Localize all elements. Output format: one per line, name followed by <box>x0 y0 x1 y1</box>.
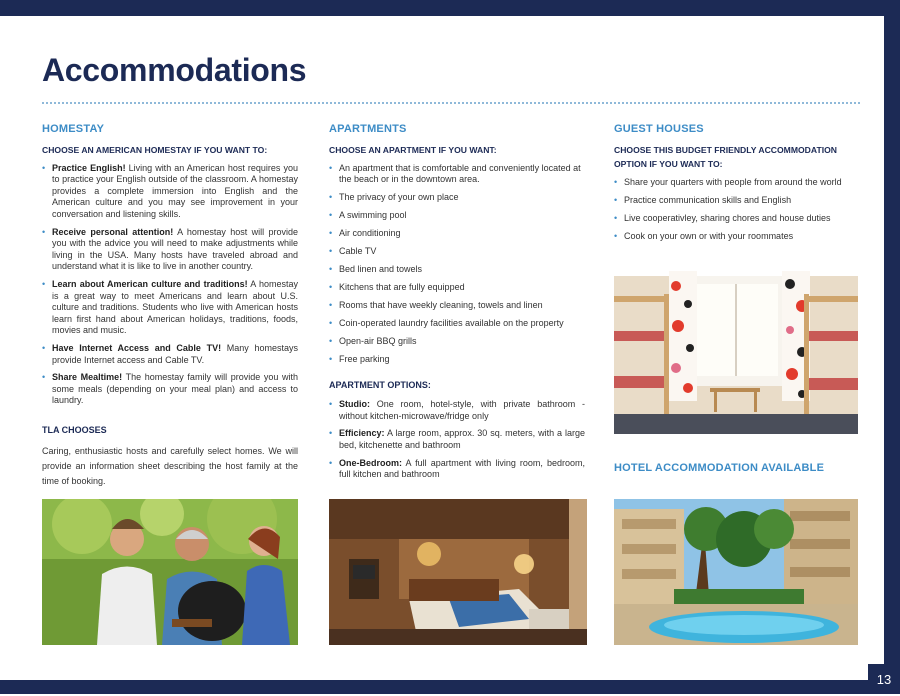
bullet-icon: • <box>42 226 46 237</box>
homestay-list <box>42 163 298 407</box>
list-item: • Rooms that have weekly cleaning, towels and linen <box>329 300 543 311</box>
bullet-icon: • <box>329 300 333 311</box>
list-item: • Free parking <box>329 354 390 365</box>
list-item: • Cable TV <box>329 246 377 257</box>
bullet-icon: • <box>329 264 333 275</box>
bullet-icon: • <box>329 428 333 439</box>
list-item: • Learn about American culture and traditions! A homestay is a great way to meet Americans and learn about U.S. culture and traditions. Students who live with American hosts learn first hand about American holidays, traditions, foods, movies and music. <box>42 278 299 336</box>
guest-house-bunk-room-photo <box>614 256 858 434</box>
bottom-frame-bar <box>0 680 900 694</box>
homestay-column <box>42 124 298 489</box>
list-item: • Live cooperativley, sharing chores and house duties <box>614 212 831 223</box>
top-frame-bar <box>0 0 900 16</box>
guest-houses-list <box>614 177 858 243</box>
apartment-bedroom-photo <box>329 499 587 645</box>
bullet-icon: • <box>614 194 618 205</box>
apartments-subtitle: CHOOSE AN APARTMENT IF YOU WANT: <box>329 144 497 155</box>
list-item: • Studio: One room, hotel-style, with private bathroom - without kitchen-microwave/fridge only <box>329 399 585 421</box>
bullet-icon: • <box>614 230 618 241</box>
tla-chooses-title: TLA CHOOSES <box>42 424 107 435</box>
list-item: • Share Mealtime! The homestay family will provide you with some meals (depending on your meal plan) and access to laundry. <box>42 372 299 406</box>
list-item: • Kitchens that are fully equipped <box>329 282 465 293</box>
apartment-options-list <box>329 399 585 481</box>
list-item: • Air conditioning <box>329 228 401 239</box>
bullet-icon: • <box>329 282 333 293</box>
bullet-icon: • <box>329 210 333 221</box>
page-title: Accommodations <box>42 52 307 88</box>
bullet-icon: • <box>329 457 333 468</box>
homestay-title: HOMESTAY <box>42 123 105 135</box>
bullet-icon: • <box>329 162 333 173</box>
list-item: • An apartment that is comfortable and conveniently located at the beach or in the downtown area. <box>329 162 581 185</box>
list-item: • Open-air BBQ grills <box>329 336 417 347</box>
bullet-icon: • <box>329 246 333 257</box>
bullet-icon: • <box>42 162 46 173</box>
apartments-title: APARTMENTS <box>329 123 407 135</box>
list-item: • Bed linen and towels <box>329 264 423 275</box>
bullet-icon: • <box>329 399 333 410</box>
bullet-icon: • <box>329 318 333 329</box>
list-item: • The privacy of your own place <box>329 192 459 203</box>
guest-houses-title: GUEST HOUSES <box>614 123 704 135</box>
list-item: • Share your quarters with people from around the world <box>614 176 842 187</box>
bullet-icon: • <box>614 176 618 187</box>
hotel-accommodation-title: HOTEL ACCOMMODATION AVAILABLE <box>614 462 825 474</box>
list-item: • Practice communication skills and English <box>614 194 792 205</box>
page-number: 13 <box>868 664 900 694</box>
bullet-icon: • <box>329 354 333 365</box>
dotted-divider <box>42 102 860 104</box>
homestay-subtitle: CHOOSE AN AMERICAN HOMESTAY IF YOU WANT TO: <box>42 144 268 155</box>
bullet-icon: • <box>42 278 46 289</box>
apartments-column <box>329 124 585 487</box>
right-frame-bar <box>884 0 900 694</box>
list-item: • Cook on your own or with your roommates <box>614 230 794 241</box>
guest-houses-subtitle: CHOOSE THIS BUDGET FRIENDLY ACCOMMODATION OPTION IF YOU WANT TO: <box>614 144 837 169</box>
list-item: • Efficiency: A large room, approx. 30 sq. meters, with a large bed, kitchenette and bathroom <box>329 428 585 450</box>
bullet-icon: • <box>329 228 333 239</box>
bullet-icon: • <box>42 342 46 353</box>
list-item: • One-Bedroom: A full apartment with living room, bedroom, full kitchen and bathroom <box>329 457 585 480</box>
bullet-icon: • <box>329 336 333 347</box>
list-item: • Have Internet Access and Cable TV! Many homestays provide Internet access and Cable TV. <box>42 342 298 365</box>
homestay-bbq-photo <box>42 499 298 645</box>
list-item: • Receive personal attention! A homestay host will provide you with the advice you will need to make adjustments while living in the USA. Many hosts have traveled abroad and understand what it is like to live in another country. <box>42 226 298 272</box>
bullet-icon: • <box>614 212 618 223</box>
list-item: • Coin-operated laundry facilities available on the property <box>329 318 564 329</box>
tla-chooses-text: Caring, enthusiastic hosts and carefully select homes. We will provide an information sheet describing the host family at the time of booking. <box>42 446 298 487</box>
guest-houses-column <box>614 124 858 249</box>
apartments-list <box>329 163 585 366</box>
apartment-options-title: APARTMENT OPTIONS: <box>329 379 431 390</box>
list-item: • Practice English! Living with an American host requires you to practice your English outside of the classroom. A homestay provides a complete immersion into English and the American culture and you may see improvement in your conversation and listening skills. <box>42 162 298 219</box>
bullet-icon: • <box>329 192 333 203</box>
list-item: • A swimming pool <box>329 210 407 221</box>
bullet-icon: • <box>42 372 46 383</box>
hotel-pool-photo <box>614 499 858 645</box>
